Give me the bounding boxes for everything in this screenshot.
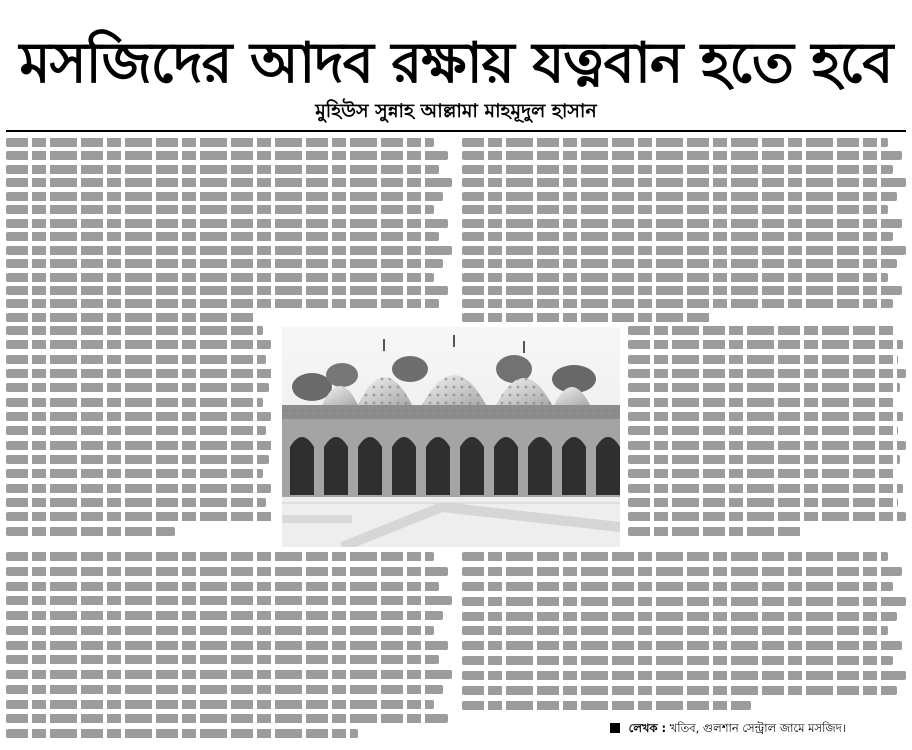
text-line	[6, 596, 452, 605]
text-line	[462, 178, 906, 187]
square-bullet-icon	[610, 723, 620, 733]
text-line	[6, 426, 266, 435]
text-line	[6, 441, 274, 450]
text-line	[462, 597, 906, 606]
text-line	[462, 612, 897, 621]
text-line	[6, 582, 439, 591]
text-line	[462, 273, 888, 282]
text-line	[6, 714, 448, 723]
text-line	[462, 671, 906, 680]
text-line	[6, 729, 358, 738]
text-line	[462, 626, 888, 635]
author-note-text: খতিব, গুলশান সেন্ট্রাল জামে মসজিদ।	[669, 721, 846, 735]
text-line	[628, 498, 898, 507]
text-line	[6, 192, 443, 201]
text-line	[6, 700, 434, 709]
text-line	[6, 670, 452, 679]
text-block-col2-bottom	[462, 552, 906, 710]
text-block-col1-top	[6, 138, 452, 322]
text-line	[6, 178, 452, 187]
headline: মসজিদের আদব রক্ষায় যত্নবান হতে হবে	[19, 31, 893, 96]
author-note-label: লেখক :	[628, 721, 667, 735]
text-line	[6, 286, 448, 295]
text-line	[6, 219, 448, 228]
text-line	[462, 641, 902, 650]
text-line	[462, 701, 751, 710]
text-line	[628, 455, 900, 464]
text-line	[6, 567, 448, 576]
mosque-photo	[282, 327, 620, 547]
text-line	[628, 355, 898, 364]
text-line	[6, 369, 274, 378]
text-line	[6, 498, 266, 507]
text-line	[6, 273, 434, 282]
text-line	[628, 326, 895, 335]
text-line	[6, 527, 175, 536]
text-line	[6, 552, 434, 561]
text-line	[628, 412, 903, 421]
text-line	[6, 455, 269, 464]
text-line	[628, 369, 906, 378]
text-line	[6, 205, 434, 214]
text-line	[6, 383, 269, 392]
text-line	[628, 426, 898, 435]
text-line	[462, 313, 711, 322]
text-line	[6, 232, 439, 241]
text-line	[6, 412, 271, 421]
text-line	[462, 138, 888, 147]
text-line	[6, 626, 434, 635]
text-line	[6, 165, 439, 174]
text-line	[6, 398, 263, 407]
text-line	[462, 286, 902, 295]
text-line	[628, 340, 903, 349]
text-line	[628, 441, 906, 450]
text-line	[462, 232, 893, 241]
text-line	[462, 582, 893, 591]
text-line	[462, 246, 906, 255]
text-line	[462, 151, 902, 160]
text-line	[628, 484, 903, 493]
text-line	[6, 469, 263, 478]
text-line	[6, 138, 434, 147]
text-line	[462, 259, 897, 268]
text-line	[628, 527, 803, 536]
header-rule	[6, 130, 906, 132]
text-line	[462, 192, 897, 201]
text-line	[6, 611, 443, 620]
author-note	[610, 718, 906, 738]
text-line	[6, 151, 448, 160]
text-line	[6, 340, 271, 349]
text-line	[6, 685, 443, 694]
text-line	[628, 469, 895, 478]
text-line	[6, 355, 266, 364]
text-block-col2-top	[462, 138, 906, 322]
byline: মুহিউস সুন্নাহ আল্লামা মাহমূদুল হাসান	[315, 100, 597, 122]
text-line	[628, 398, 895, 407]
text-line	[628, 512, 906, 521]
text-line	[462, 219, 902, 228]
text-line	[462, 567, 902, 576]
text-line	[462, 656, 893, 665]
text-line	[6, 299, 439, 308]
text-line	[6, 313, 256, 322]
text-line	[6, 246, 452, 255]
text-block-col2-right	[628, 326, 906, 536]
text-line	[6, 655, 439, 664]
text-block-col1-bottom	[6, 552, 452, 738]
text-line	[6, 512, 274, 521]
text-line	[462, 299, 893, 308]
text-line	[462, 552, 888, 561]
text-line	[6, 259, 443, 268]
text-line	[6, 326, 263, 335]
text-line	[6, 641, 448, 650]
text-line	[628, 383, 900, 392]
text-line	[462, 165, 893, 174]
text-line	[462, 205, 888, 214]
text-line	[6, 484, 271, 493]
text-block-col1-left	[6, 326, 274, 536]
text-line	[462, 686, 897, 695]
